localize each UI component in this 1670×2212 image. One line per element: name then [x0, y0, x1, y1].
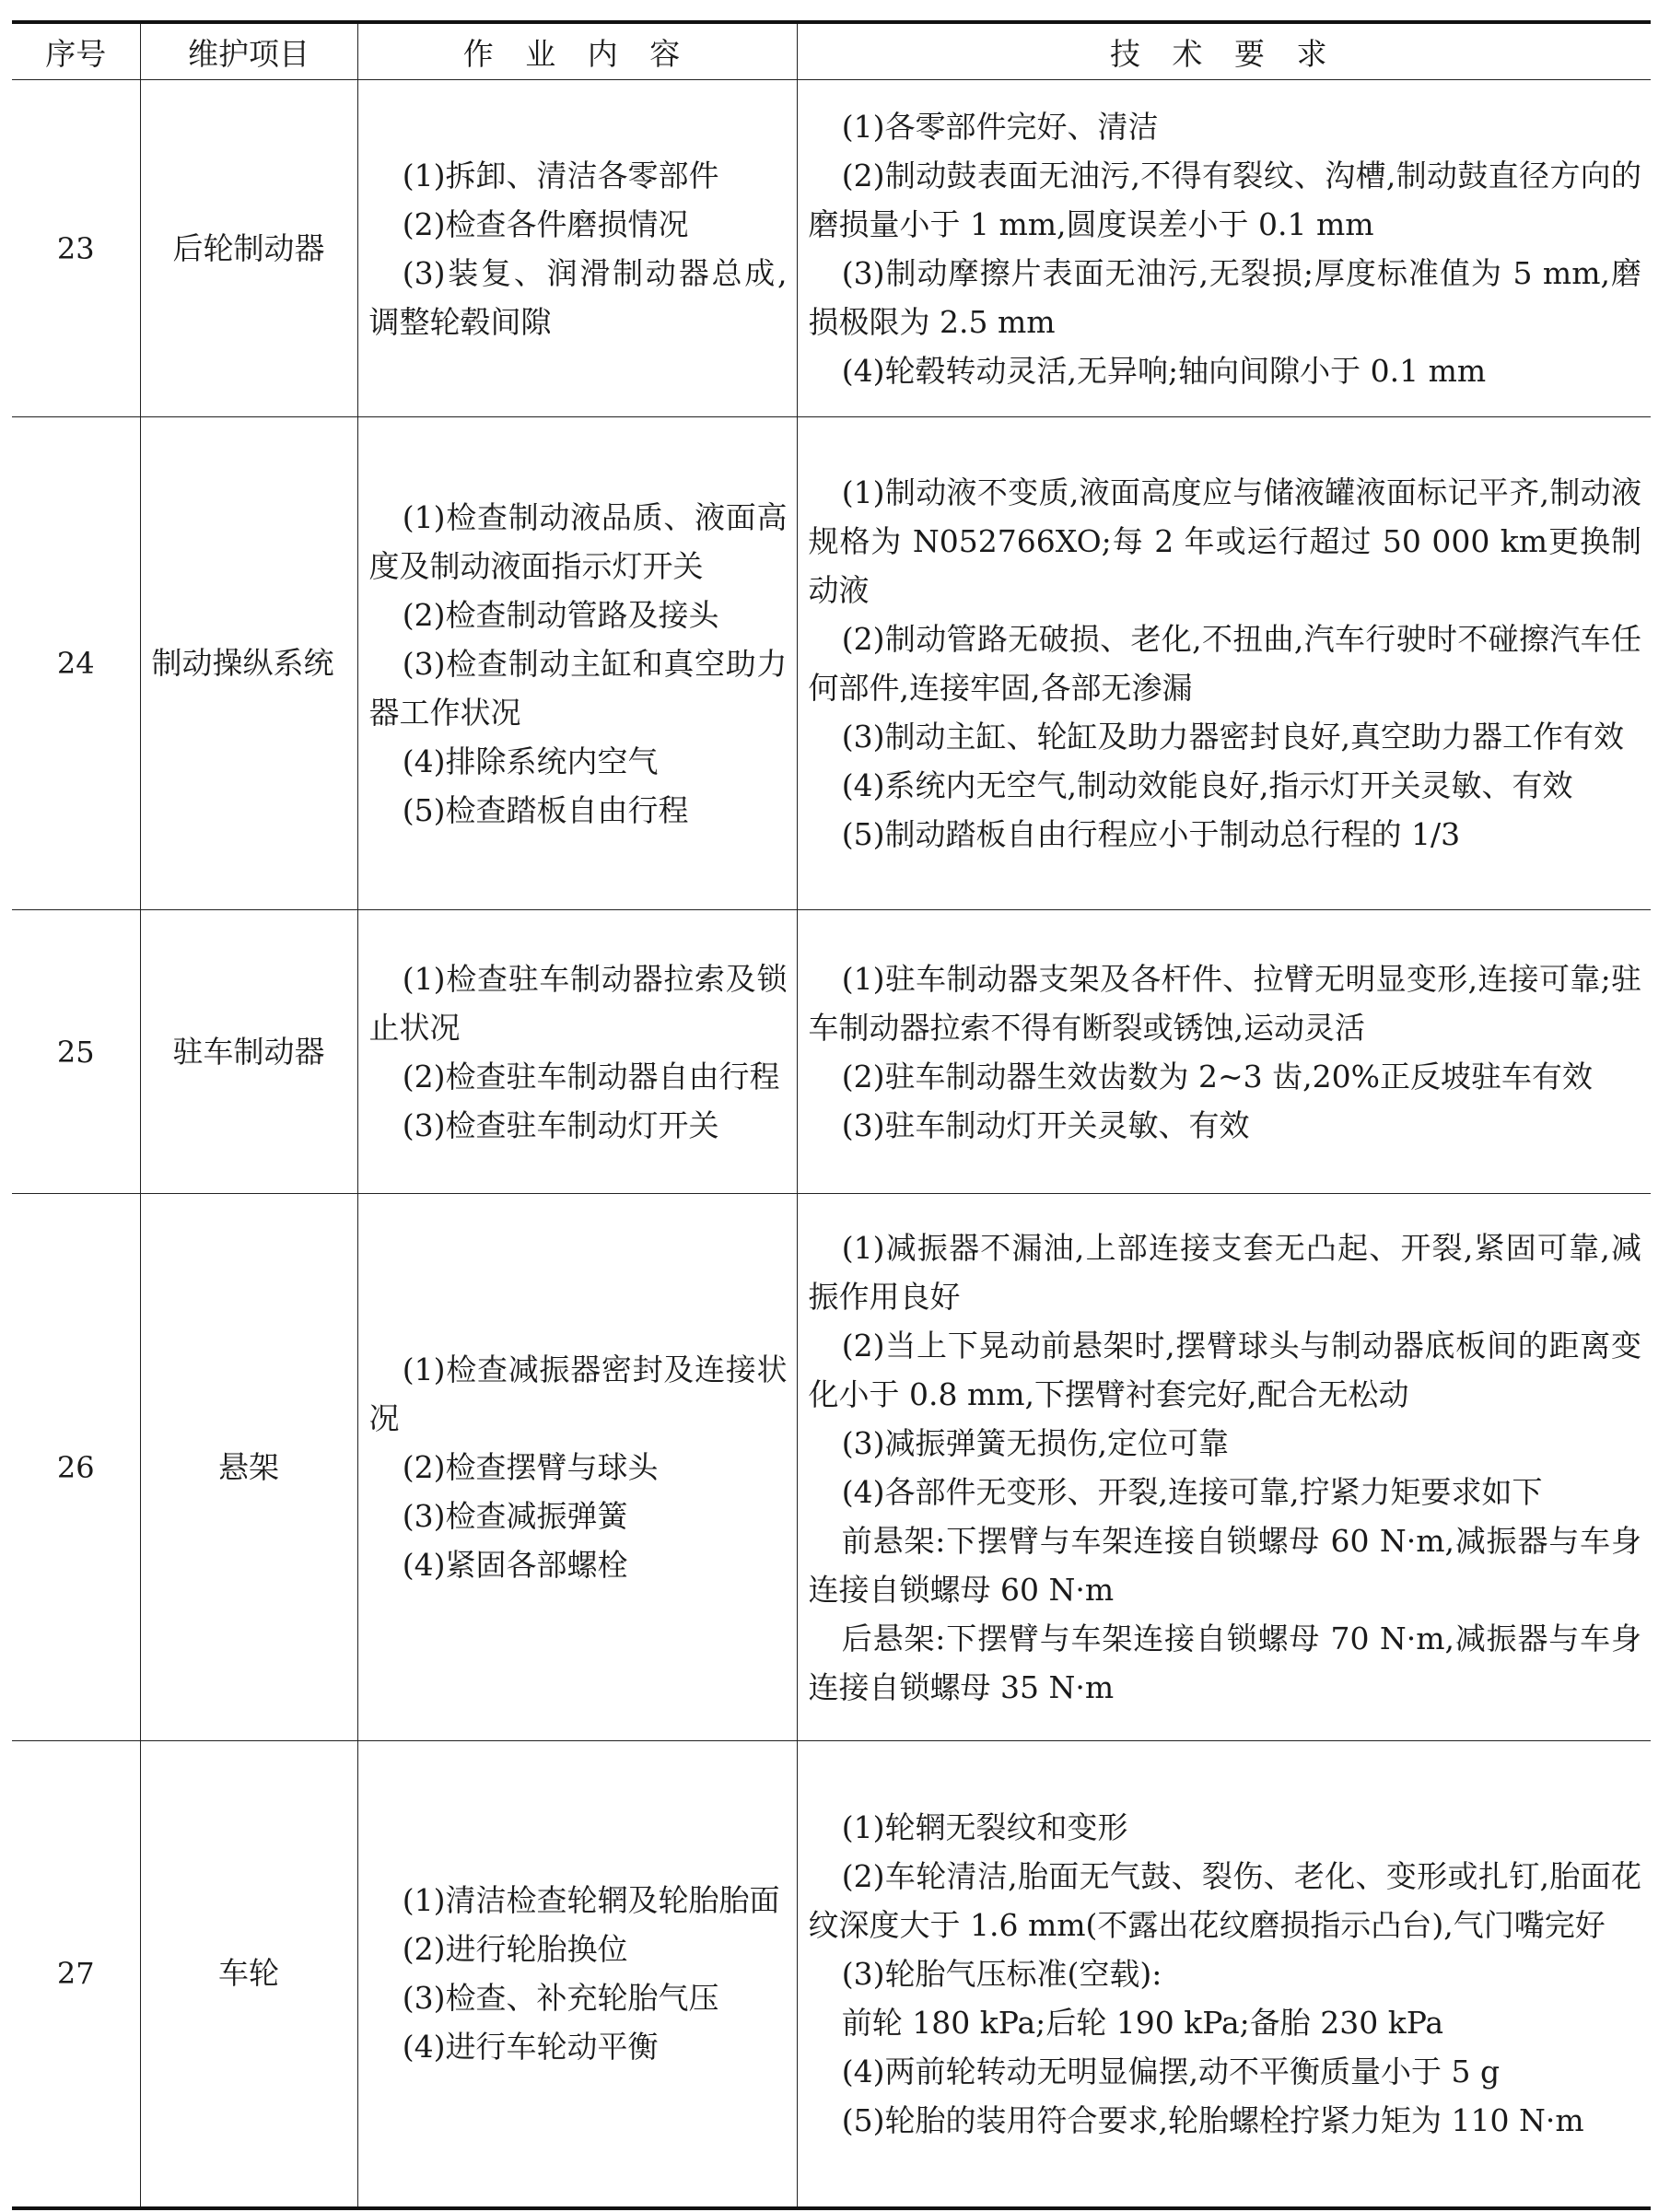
requirement-line: (2)当上下晃动前悬架时,摆臂球头与制动器底板间的距离变化小于 0.8 mm,下摆臂衬套完好,配合无松动: [808, 1327, 1641, 1412]
content-line: (2)进行轮胎换位: [402, 1931, 628, 1968]
content-line: (2)检查摆臂与球头: [402, 1449, 659, 1485]
content-line: (3)检查减振弹簧: [402, 1498, 628, 1534]
requirement-line: 后悬架:下摆臂与车架连接自锁螺母 70 N·m,减振器与车身连接自锁螺母 35 N·m: [808, 1620, 1641, 1705]
requirement-line: (4)系统内无空气,制动效能良好,指示灯开关灵敏、有效: [841, 767, 1573, 803]
header-item: 维护项目: [140, 22, 357, 80]
content-line: (1)检查驻车制动器拉索及锁止状况: [368, 960, 788, 1046]
content-line: (2)检查各件磨损情况: [402, 205, 689, 242]
content-line: (5)检查踏板自由行程: [402, 791, 689, 828]
item-label: 车轮: [218, 1955, 279, 1992]
row-number: 27: [12, 1741, 140, 2208]
row-requirements: [797, 417, 1651, 910]
requirement-line: (1)各零部件完好、清洁: [841, 108, 1159, 145]
item-label: 悬架: [218, 1448, 279, 1485]
content-line: (3)装复、润滑制动器总成,调整轮毂间隙: [368, 254, 788, 340]
requirement-line: (4)轮毂转动灵活,无异响;轴向间隙小于 0.1 mm: [841, 352, 1487, 389]
row-content: [357, 1741, 797, 2208]
requirement-line: (2)制动鼓表面无油污,不得有裂纹、沟槽,制动鼓直径方向的磨损量小于 1 mm,圆度误差小于 0.1 mm: [808, 157, 1641, 242]
row-content: [357, 910, 797, 1194]
requirement-line: 前悬架:下摆臂与车架连接自锁螺母 60 N·m,减振器与车身连接自锁螺母 60 N·m: [808, 1522, 1641, 1608]
requirement-line: (1)驻车制动器支架及各杆件、拉臂无明显变形,连接可靠;驻车制动器拉索不得有断裂或锈蚀,运动灵活: [808, 960, 1641, 1046]
content-line: (1)拆卸、清洁各零部件: [402, 157, 719, 193]
table-row: [12, 80, 1651, 417]
row-number: 23: [12, 80, 140, 417]
content-line: (1)清洁检查轮辋及轮胎胎面: [402, 1882, 780, 1919]
table-row: [12, 1741, 1651, 2208]
requirement-line: (2)制动管路无破损、老化,不扭曲,汽车行驶时不碰擦汽车任何部件,连接牢固,各部无渗漏: [808, 621, 1641, 706]
content-line: (4)进行车轮动平衡: [402, 2029, 659, 2066]
row-item: [140, 417, 357, 910]
content-line: (4)排除系统内空气: [402, 743, 659, 779]
row-content: [357, 417, 797, 910]
content-line: (2)检查驻车制动器自由行程: [402, 1058, 780, 1094]
content-line: (3)检查驻车制动灯开关: [402, 1106, 719, 1143]
row-item: [140, 1741, 357, 2208]
requirement-line: 前轮 180 kPa;后轮 190 kPa;备胎 230 kPa: [841, 2004, 1444, 2041]
table-row: [12, 910, 1651, 1194]
row-item: [140, 1194, 357, 1741]
content-line: (3)检查、补充轮胎气压: [402, 1980, 719, 2017]
requirement-line: (1)制动液不变质,液面高度应与储液罐液面标记平齐,制动液规格为 N052766XO;每 2 年或运行超过 50 000 km更换制动液: [808, 474, 1641, 608]
row-requirements: [797, 910, 1651, 1194]
row-number: 24: [12, 417, 140, 910]
requirement-line: (3)减振弹簧无损伤,定位可靠: [841, 1424, 1230, 1461]
row-requirements: [797, 1741, 1651, 2208]
requirement-line: (1)轮辋无裂纹和变形: [841, 1808, 1128, 1845]
content-line: (1)检查制动液品质、液面高度及制动液面指示灯开关: [368, 498, 788, 584]
header-requirements: 技 术 要 求: [797, 22, 1651, 80]
row-requirements: [797, 80, 1651, 417]
requirement-line: (3)轮胎气压标准(空载):: [841, 1955, 1162, 1992]
header-row: [12, 22, 1651, 80]
row-content: [357, 1194, 797, 1741]
requirement-line: (4)各部件无变形、开裂,连接可靠,拧紧力矩要求如下: [841, 1473, 1543, 1510]
row-content: [357, 80, 797, 417]
row-item: [140, 80, 357, 417]
requirement-line: (3)驻车制动灯开关灵敏、有效: [841, 1106, 1250, 1143]
item-label: 后轮制动器: [172, 229, 325, 266]
content-line: (3)检查制动主缸和真空助力器工作状况: [368, 645, 788, 731]
content-line: (4)紧固各部螺栓: [402, 1547, 628, 1583]
requirement-line: (4)两前轮转动无明显偏摆,动不平衡质量小于 5 g: [841, 2053, 1501, 2089]
requirement-line: (1)减振器不漏油,上部连接支套无凸起、开裂,紧固可靠,减振作用良好: [808, 1229, 1641, 1315]
row-item: [140, 910, 357, 1194]
maintenance-table: [12, 20, 1651, 2210]
table-row: [12, 417, 1651, 910]
requirement-line: (2)车轮清洁,胎面无气鼓、裂伤、老化、变形或扎钉,胎面花纹深度大于 1.6 mm(不露出花纹磨损指示凸台),气门嘴完好: [808, 1857, 1641, 1943]
header-no: 序号: [12, 22, 140, 80]
row-number: 25: [12, 910, 140, 1194]
row-number: 26: [12, 1194, 140, 1741]
requirement-line: (2)驻车制动器生效齿数为 2~3 齿,20%正反坡驻车有效: [841, 1058, 1593, 1094]
requirement-line: (5)轮胎的装用符合要求,轮胎螺栓拧紧力矩为 110 N·m: [841, 2101, 1584, 2138]
requirement-line: (3)制动主缸、轮缸及助力器密封良好,真空助力器工作有效: [841, 719, 1625, 755]
content-line: (1)检查减振器密封及连接状况: [368, 1352, 788, 1436]
item-label: 驻车制动器: [172, 1033, 325, 1070]
item-label: 制动操纵系统: [151, 645, 334, 681]
requirement-line: (5)制动踏板自由行程应小于制动总行程的 1/3: [841, 816, 1461, 852]
table-row: [12, 1194, 1651, 1741]
content-line: (2)检查制动管路及接头: [402, 596, 719, 633]
row-requirements: [797, 1194, 1651, 1741]
requirement-line: (3)制动摩擦片表面无油污,无裂损;厚度标准值为 5 mm,磨损极限为 2.5 mm: [808, 254, 1641, 340]
header-content: 作 业 内 容: [357, 22, 797, 80]
